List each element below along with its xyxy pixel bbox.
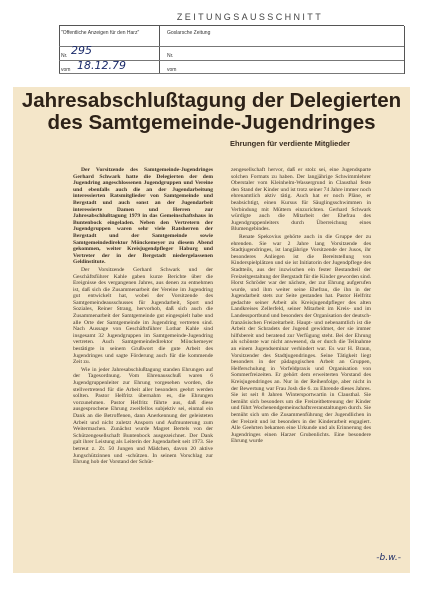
date-value: 18.12.79 [77, 59, 126, 72]
headline-line-1: Jahresabschlußtagung der Delegierten [21, 89, 402, 112]
headline-line-2: des Samtgemeinde-Jugendringes [47, 111, 376, 134]
paragraph: Wie in jeder Jahresabschlußtagung standen Ehrungen auf der Tagesordnung. Vom Ehrenausschuß waren 6 Jugendgruppenleiter zur Ehrung vorgesehen worden, die stellvertretend für die Arbeit aller besonders geehrt werden sollten. Pastor Helfritz übernahm es, die Ehrungen vorzunehmen. Pastor Helfritz führte aus, daß diese ausgesprochene Ehrung zweifellos subjektiv sei, einmal ein Dank an die Betroffenen, dann Anerkennung der geleisteten Arbeit und nicht zuletzt Ansporn und Aufmunterung zum Weitermachen. Zunächst wurde Magret Bertels von der Schützengesellschaft Buntenbock ausgezeichnet. Der Dank galt ihrer Leistung als Leiterin der Jugendarbeit seit 1973. Sie betreut z. Zt. 50 Jungen und Mädchen, davon 20 aktive Jungschützinnen und -schützen. In seinem Vorschlag zur Ehrung hob der Vorstand der Schüt- [73, 366, 213, 466]
paragraph: Der Vorsitzende des Samtgemeinde-Jugendringes Gerhard Schwark hatte die Delegierten der dem Jugendring angeschlossenen Jugendgruppen und Vereine und ebenfalls auch die an der Jugendarbeitung interessierten Ratsmitglieder von Samtgemeinde und Bergstadt und auch sonst an der Jugendarbeit interessierte Damen und Herren zur Jahresabschlußtagung 1979 in das Gemeinschaftshaus in Buntenbock eingeladen. Neben den Vertretern der Jugendgruppen waren sehr viele Ratsherren der Bergstadt und der Samtgemeinde sowie Samtgemeindedirektor Mönckemeyer zu diesem Abend gekommen, weiter Kreisjugendpfleger Haburg und Vertreter der in der Bergstadt niedergelassenen Geldinstitute. [73, 167, 213, 266]
subheadline: Ehrungen für verdiente Mitglieder [229, 139, 350, 148]
masthead: ZEITUNGSAUSSCHNITT [176, 12, 324, 22]
paragraph: Renate Spekovius gehörte auch in die Gruppe der zu ehrenden. Sie war 2 Jahre lang Vorsitzende des Stadtjugendringes, ist langjährige Vorsitzende der Jusos, ihr besonderes Anliegen ist die Bereitstellung von Kinderspielplätzen und sie ist Initiatorin der Jugendpflege des Stadtteils, aus der inzwischen ein fester Bestandteil der Freizeitgestaltung der Bergstadt für die Kinder geworden sind. Horst Schröder war der nächste, der zur Ehrung aufgerufen wurde, und ihm weiter seine Ehefrau, die ihn in der Jugendarbeit stets zur Seite gestanden hat. Pastor Helfritz gedachte seiner Arbeit als Kreisjugendpfleger des alten Landkreises Zellerfeld, seiner Mitarbeit im Kreis- und im Landessportbund und besonders der Organisation der deutsch-französischen Freizeitarbeit. Haupt- und nebenamtlich ist die Arbeit der Schradets der Jugend gewidmet, der sie immer hilfsbereit und beratend zur Verfügung steht. Bei der Ehrung als schönste war nicht anwesend, da er durch die Teilnahme an einem Jugendseminar verhindert war. Es war H. Braun, Vorsitzender des Stadtjugendringes. Seine Tätigkeit liegt besonders in der pädagogischen Arbeit an Gruppen, Helferschulung in Vorfeldpraxis und Organisation von Sommerfreizeiten. Er gehört dem erweiterten Vorstand des Kreisjugendringes an. Nur in der Reihenfolge, aber nicht in der Bewertung war Frau Josh die 6. zu Ehrende dieses Jahres. Sie ist seit 8 Jahren Wintersportwartin in Clausthal. Sie bemüht sich besonders um die Freizeitbetreuung der Kinder und führt Wochenendgemeinschaftsveranstaltungen durch. Sie bemüht sich um die Zusammenführung der Jugendlichen in der Freizeit und ist besonders in der Kinderarbeit engagiert. Alle Geehrten bekamen eine Urkunde und als Erinnerung des Jugendringes einen Harzer Grubenlichts. Eine besondere Ehrung wurde [231, 233, 371, 445]
right-source: Goslarsche Zeitung [167, 30, 211, 36]
right-number-label: Nr. [167, 53, 174, 59]
article-column-1 [73, 167, 213, 571]
paragraph: Der Vorsitzende Gerhard Schwark und der Geschäftsführer Kahle gaben kurze Berichte über die Ereignisse des vergangenen Jahres, aus denen zu entnehmen ist, daß sich die Zusammenarbeit der Vereine im Jugendring gut entwickelt hat, wobei der Vorsitzende des Samtgemeindeausschusses für Jugendarbeit, Sport und Soziales, Reiner Strang, hervorhob, daß sich auch die Zusammenarbeit der Samtgemeinde gut eingespielt habe und alle Orte der Samtgemeinde im Jugendring vertreten sind. Nach Aussage von Geschäftsführer Lothar Kahle sind insgesamt 32 Jugendgruppen im Samtgemeinde-Jugendring vertreten. Auch Samtgemeindedirektor Mönckemeyer bestätigte in seinem Grußwort die gute Arbeit des Jugendringes und sagte Förderung auch für die kommende Zeit zu. [73, 266, 213, 366]
handwritten-signature: -b.w.- [376, 553, 401, 563]
number-value: 295 [71, 44, 92, 57]
article-column-2 [231, 167, 371, 571]
newspaper-clipping [13, 87, 410, 573]
headline-block [13, 87, 410, 153]
right-date-label: vom [167, 67, 177, 73]
date-label: vom [61, 67, 71, 73]
article-body [13, 167, 410, 571]
number-label: Nr. [61, 53, 68, 59]
clipping-form [59, 25, 404, 74]
paragraph: zengesellschaft hervor, daß er stolz sei, eine Jugendsparte solchen Formats zu haben. Der langjährige Schwimmlehrer Oberstaler vom Kleinhelm-Wassergrund in Clausthal feste den Stand der Kinder und ist trotz seiner 74 Jahre immer noch ehrenamtlich aktiv tätig. Auch hat er noch Pläne, er beabsichtigt, einen Kursus für Säuglingsschwimmen in Verbindung mit Müttern einzurichten. Gerhard Schwark würdigte auch die Mitarbeit der Ehefrau des Jugendgruppenleiters durch Überreichung eines Blumengebindes. [231, 167, 371, 233]
source-field: "Offentliche Anzeigen für den Harz" [61, 30, 140, 36]
